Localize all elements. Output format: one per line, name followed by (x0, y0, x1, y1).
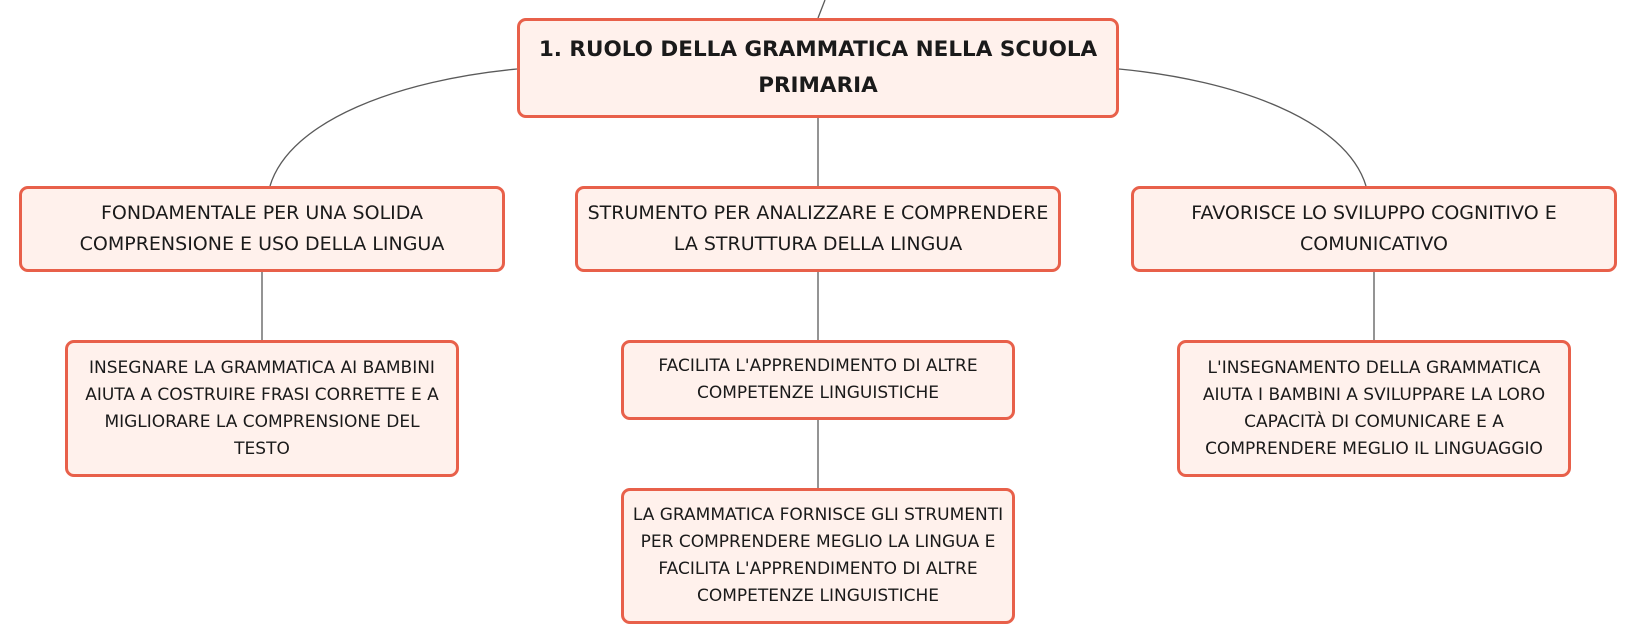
branch-center-grandchild-label: LA GRAMMATICA FORNISCE GLI STRUMENTI PER COMPRENDERE MEGLIO LA LINGUA E FACILITA L'APPRENDIMENTO DI ALTRE COMPETENZE LINGUISTICHE (632, 505, 1004, 606)
branch-center-label: STRUMENTO PER ANALIZZARE E COMPRENDERE LA STRUTTURA DELLA LINGUA (587, 202, 1049, 255)
branch-center-node[interactable] (575, 186, 1061, 272)
branch-right-child-node[interactable] (1177, 340, 1571, 477)
connector-root-to-left (270, 69, 517, 186)
branch-left-child-label: INSEGNARE LA GRAMMATICA AI BAMBINI AIUTA A COSTRUIRE FRASI CORRETTE E A MIGLIORARE LA COMPRENSIONE DEL TESTO (85, 357, 439, 459)
branch-left-node[interactable] (19, 186, 505, 272)
connector-root-to-right (1119, 69, 1366, 186)
root-topic-node[interactable] (517, 18, 1119, 118)
branch-center-grandchild-node[interactable] (621, 488, 1015, 624)
connector-parent-to-root (818, 0, 825, 18)
branch-center-child-label: FACILITA L'APPRENDIMENTO DI ALTRE COMPETENZE LINGUISTICHE (658, 356, 978, 403)
branch-right-node[interactable] (1131, 186, 1617, 272)
branch-left-child-node[interactable] (65, 340, 459, 477)
branch-left-label: FONDAMENTALE PER UNA SOLIDA COMPRENSIONE E USO DELLA LINGUA (79, 202, 445, 255)
branch-right-child-label: L'INSEGNAMENTO DELLA GRAMMATICA AIUTA I BAMBINI A SVILUPPARE LA LORO CAPACITÀ DI COMUNICARE E A COMPRENDERE MEGLIO IL LINGUAGGIO (1202, 357, 1546, 459)
branch-right-label: FAVORISCE LO SVILUPPO COGNITIVO E COMUNICATIVO (1191, 202, 1557, 255)
branch-center-child-node[interactable] (621, 340, 1015, 420)
root-topic-label: 1. RUOLO DELLA GRAMMATICA NELLA SCUOLA PRIMARIA (538, 37, 1098, 98)
